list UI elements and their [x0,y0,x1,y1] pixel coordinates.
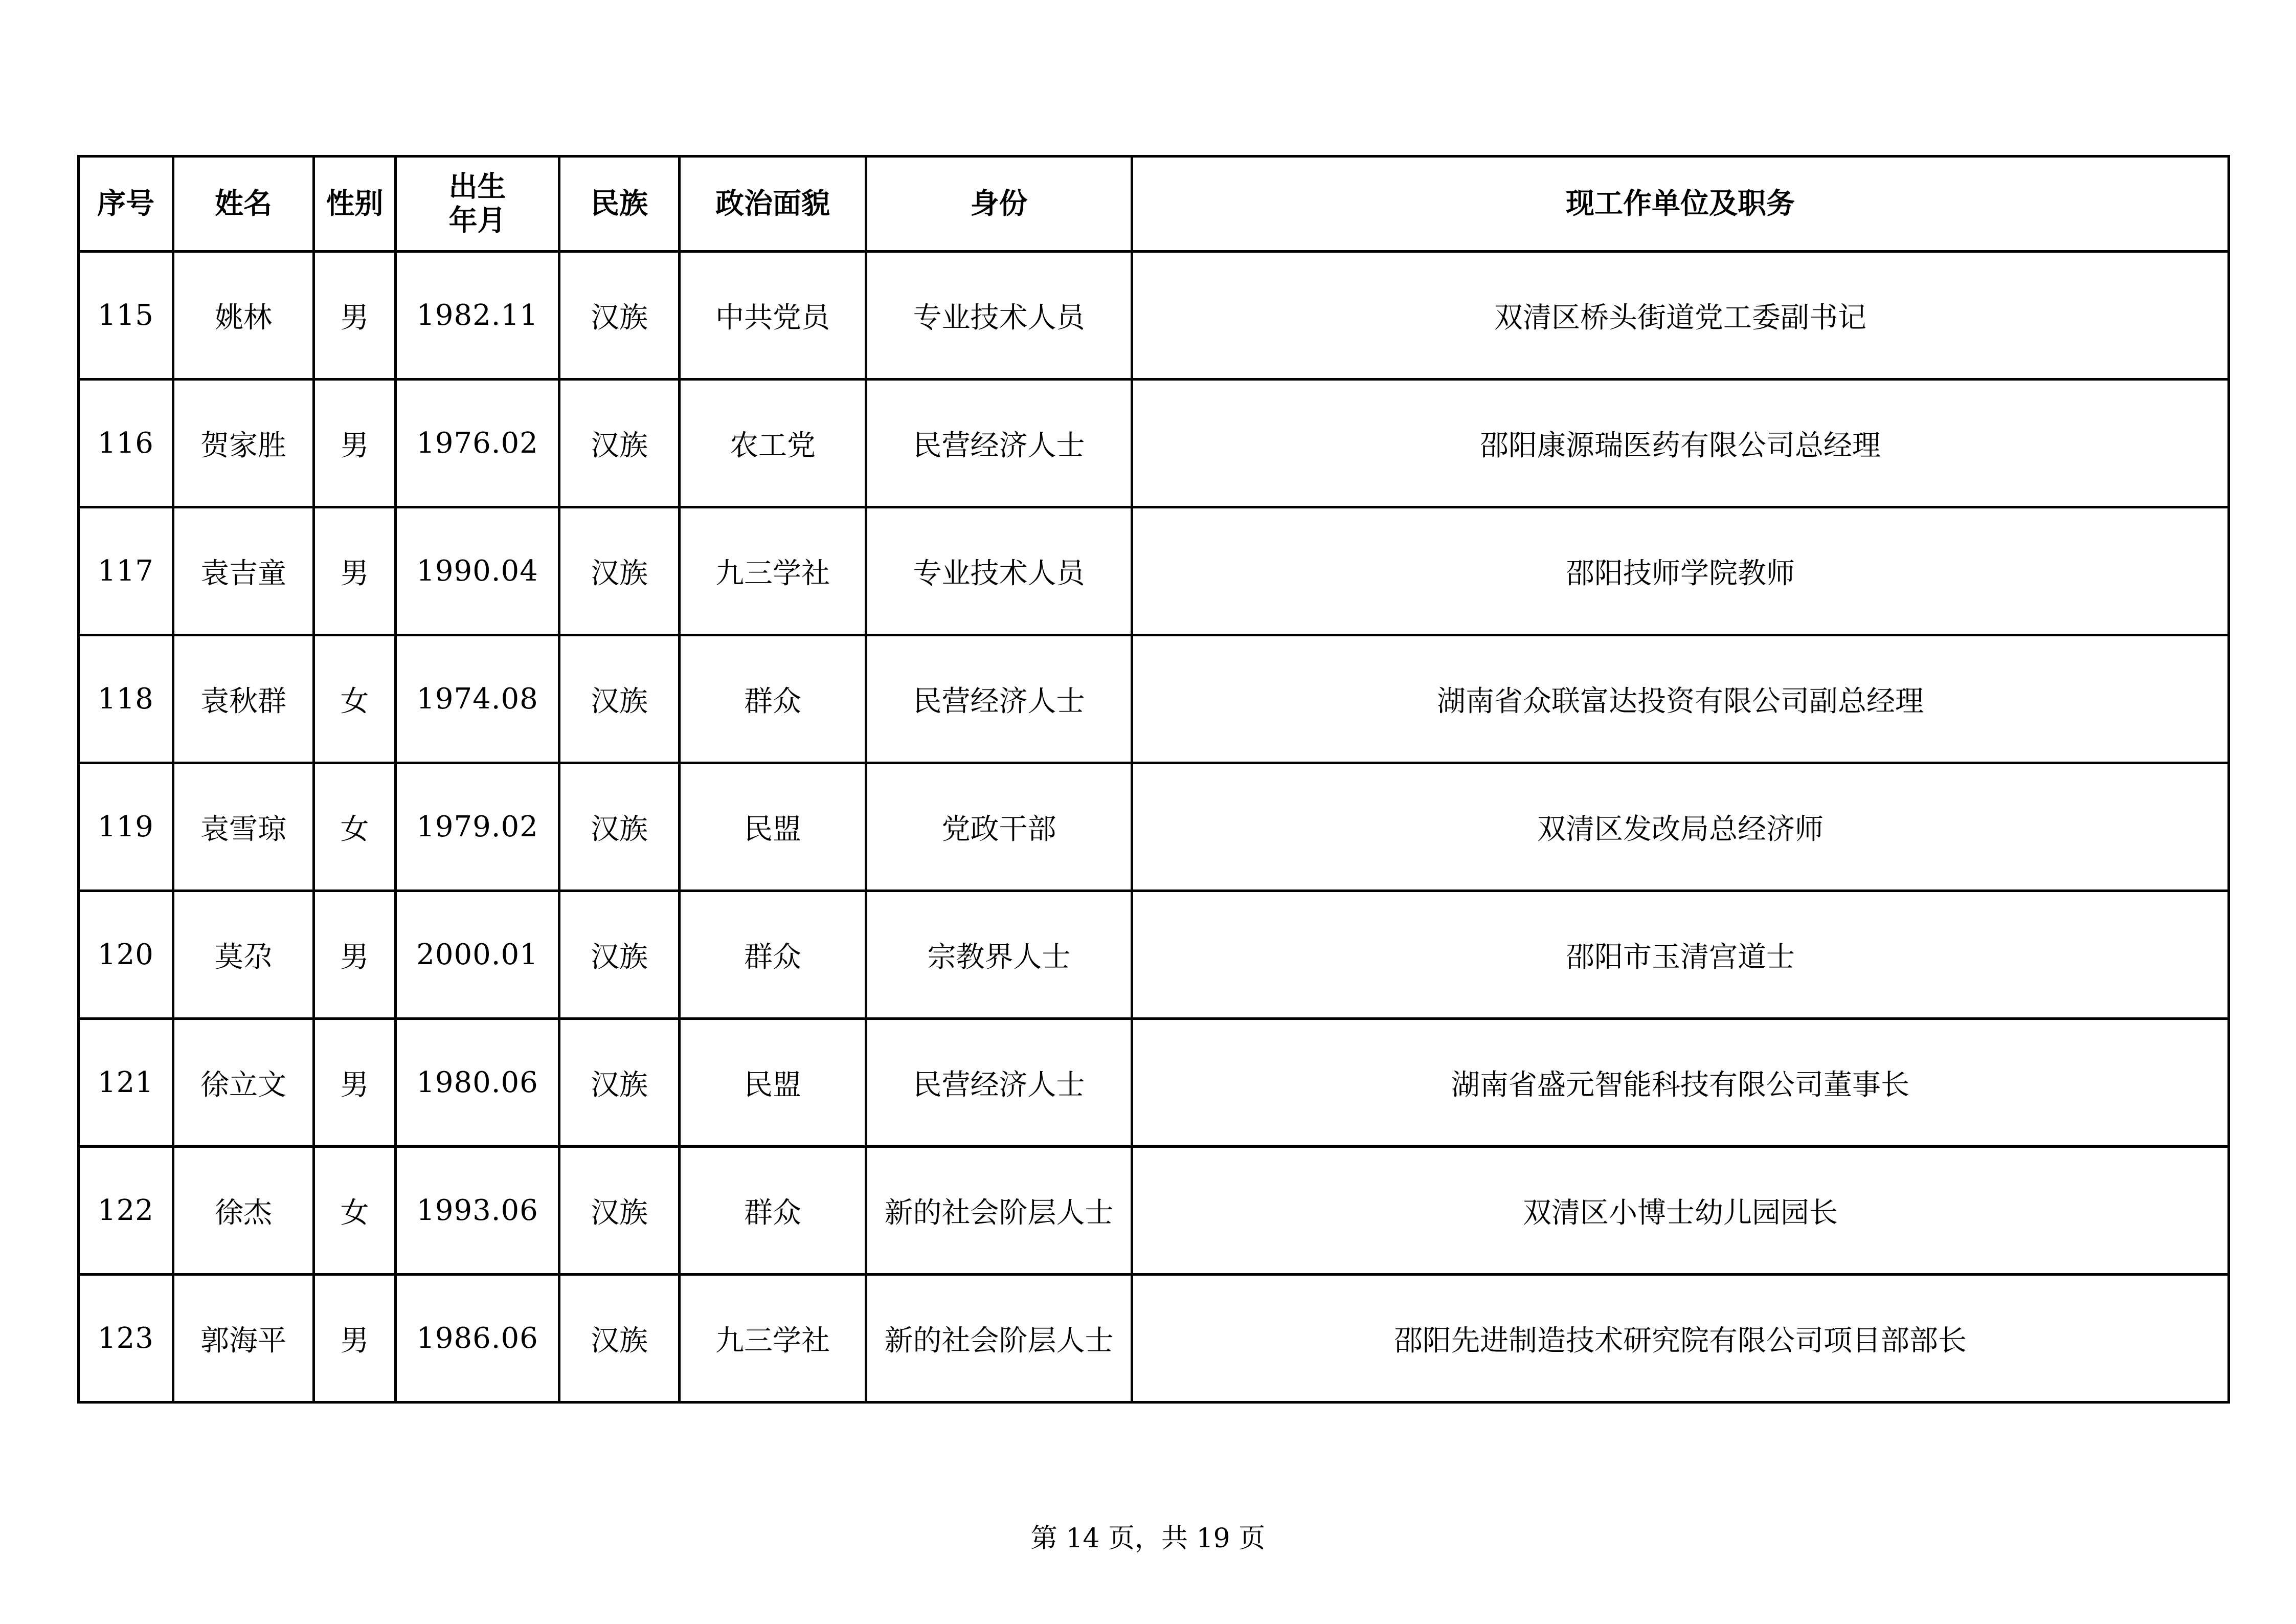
cell-political: 群众 [680,891,866,1019]
table-row [79,1147,2229,1275]
cell-index: 121 [79,1019,173,1147]
header-name: 姓名 [173,157,314,252]
cell-workplace: 邵阳市玉清宫道士 [1132,891,2229,1019]
cell-identity: 民营经济人士 [866,380,1132,507]
cell-workplace: 双清区小博士幼儿园园长 [1132,1147,2229,1275]
cell-index: 115 [79,252,173,380]
cell-index: 117 [79,507,173,635]
cell-ethnicity: 汉族 [559,1147,680,1275]
cell-ethnicity: 汉族 [559,380,680,507]
cell-gender: 女 [314,763,396,891]
cell-ethnicity: 汉族 [559,635,680,763]
table-row [79,891,2229,1019]
cell-political: 民盟 [680,1019,866,1147]
header-birth-line2: 年月 [448,204,506,237]
table-row [79,380,2229,507]
cell-ethnicity: 汉族 [559,763,680,891]
cell-political: 九三学社 [680,507,866,635]
cell-identity: 新的社会阶层人士 [866,1147,1132,1275]
cell-ethnicity: 汉族 [559,507,680,635]
cell-identity: 宗教界人士 [866,891,1132,1019]
cell-workplace: 邵阳技师学院教师 [1132,507,2229,635]
header-workplace: 现工作单位及职务 [1132,157,2229,252]
cell-index: 123 [79,1275,173,1403]
cell-name: 姚林 [173,252,314,380]
cell-name: 袁吉童 [173,507,314,635]
cell-index: 120 [79,891,173,1019]
cell-identity: 民营经济人士 [866,1019,1132,1147]
header-index: 序号 [79,157,173,252]
cell-identity: 党政干部 [866,763,1132,891]
cell-workplace: 湖南省盛元智能科技有限公司董事长 [1132,1019,2229,1147]
cell-workplace: 邵阳康源瑞医药有限公司总经理 [1132,380,2229,507]
cell-gender: 男 [314,891,396,1019]
cell-workplace: 双清区桥头街道党工委副书记 [1132,252,2229,380]
cell-identity: 新的社会阶层人士 [866,1275,1132,1403]
cell-ethnicity: 汉族 [559,1275,680,1403]
page-number: 第 14 页，共 19 页 [1030,1523,1266,1554]
table-row [79,507,2229,635]
cell-ethnicity: 汉族 [559,1019,680,1147]
cell-birth: 1974.08 [396,635,559,763]
table-row [79,252,2229,380]
cell-index: 118 [79,635,173,763]
cell-gender: 男 [314,380,396,507]
table-row [79,635,2229,763]
cell-identity: 民营经济人士 [866,635,1132,763]
cell-birth: 1986.06 [396,1275,559,1403]
cell-ethnicity: 汉族 [559,891,680,1019]
cell-gender: 男 [314,1275,396,1403]
cell-index: 122 [79,1147,173,1275]
header-row [79,157,2229,252]
cell-birth: 1982.11 [396,252,559,380]
cell-name: 袁秋群 [173,635,314,763]
cell-name: 郭海平 [173,1275,314,1403]
cell-name: 徐杰 [173,1147,314,1275]
cell-political: 农工党 [680,380,866,507]
cell-gender: 女 [314,635,396,763]
cell-name: 袁雪琼 [173,763,314,891]
header-gender: 性别 [314,157,396,252]
header-political: 政治面貌 [680,157,866,252]
header-birth-line1: 出生 [448,170,506,204]
cell-workplace: 邵阳先进制造技术研究院有限公司项目部部长 [1132,1275,2229,1403]
cell-identity: 专业技术人员 [866,252,1132,380]
cell-gender: 男 [314,507,396,635]
table-row [79,1275,2229,1403]
cell-birth: 2000.01 [396,891,559,1019]
cell-name: 贺家胜 [173,380,314,507]
cell-gender: 女 [314,1147,396,1275]
cell-birth: 1980.06 [396,1019,559,1147]
header-birth [396,157,559,252]
cell-index: 119 [79,763,173,891]
cell-index: 116 [79,380,173,507]
cell-political: 中共党员 [680,252,866,380]
cell-birth: 1990.04 [396,507,559,635]
cell-gender: 男 [314,252,396,380]
cell-workplace: 湖南省众联富达投资有限公司副总经理 [1132,635,2229,763]
cell-political: 民盟 [680,763,866,891]
cell-political: 群众 [680,635,866,763]
header-ethnicity: 民族 [559,157,680,252]
cell-name: 徐立文 [173,1019,314,1147]
cell-birth: 1976.02 [396,380,559,507]
cell-birth: 1979.02 [396,763,559,891]
roster-table [77,155,2230,1404]
table-row [79,763,2229,891]
header-identity: 身份 [866,157,1132,252]
table-row [79,1019,2229,1147]
cell-name: 莫尕 [173,891,314,1019]
cell-political: 群众 [680,1147,866,1275]
cell-identity: 专业技术人员 [866,507,1132,635]
cell-political: 九三学社 [680,1275,866,1403]
cell-workplace: 双清区发改局总经济师 [1132,763,2229,891]
cell-ethnicity: 汉族 [559,252,680,380]
cell-birth: 1993.06 [396,1147,559,1275]
cell-gender: 男 [314,1019,396,1147]
